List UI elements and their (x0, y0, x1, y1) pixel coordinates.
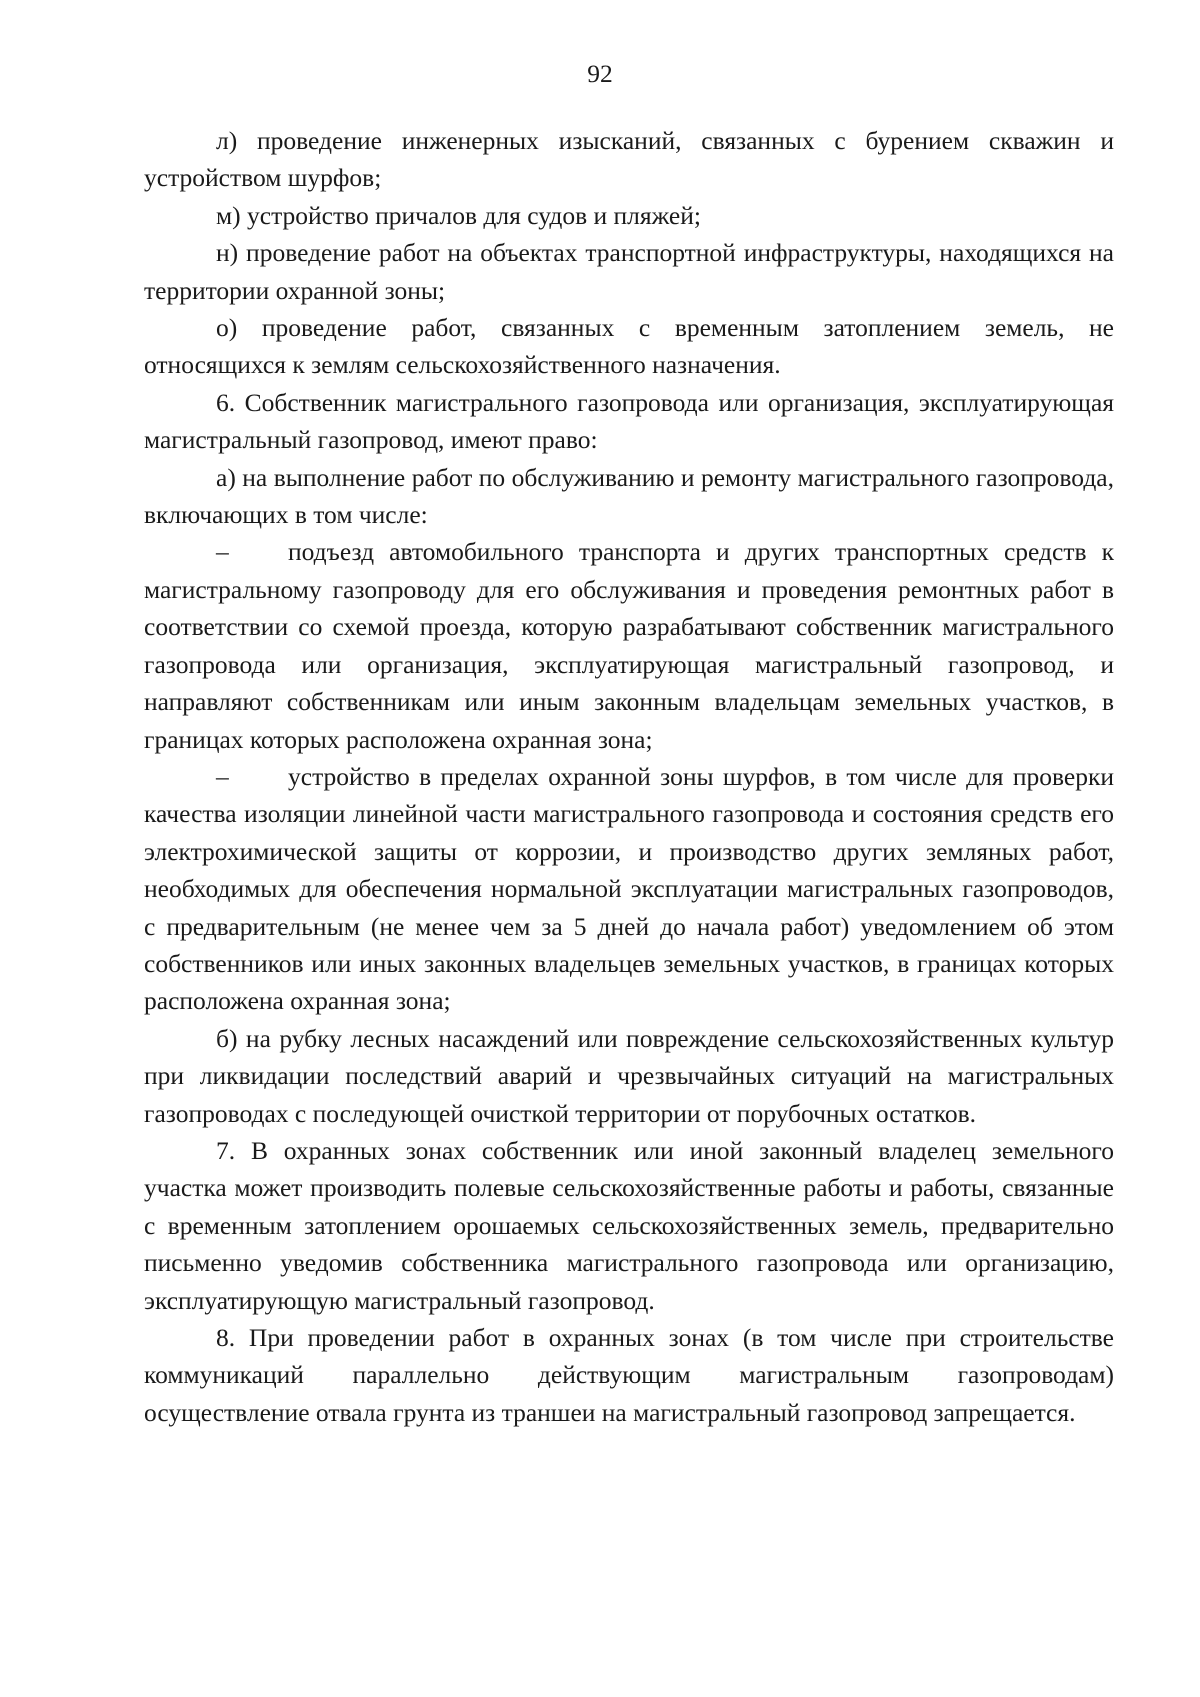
paragraph-n: н) проведение работ на объектах транспортной инфраструктуры, находящихся на территории охранной зоны; (144, 238, 1114, 305)
list-item-text: подъезд автомобильного транспорта и других транспортных средств к магистральному газопроводу для его обслуживания и проведения ремонтных работ в соответствии со схемой проезда, которую разрабатывают собственник магистрального газопровода или организация, эксплуатирующая магистральный газопровод, и направляют собственникам или иным законным владельцам земельных участков, в границах которых расположена охранная зона; (144, 537, 1114, 754)
paragraph-7: 7. В охранных зонах собственник или иной законный владелец земельного участка может производить полевые сельскохозяйственные работы и работы, связанные с временным затоплением орошаемых сельскохозяйственных земель, предварительно письменно уведомив собственника магистрального газопровода или организацию, эксплуатирующую магистральный газопровод. (144, 1135, 1114, 1315)
document-body (144, 122, 1114, 1431)
paragraph-6b: б) на рубку лесных насаждений или повреждение сельскохозяйственных культур при ликвидации последствий аварий и чрезвычайных ситуаций на магистральных газопроводах с последующей очисткой территории от порубочных остатков. (144, 1023, 1114, 1128)
page-number: 92 (587, 59, 613, 88)
paragraph-o: о) проведение работ, связанных с временным затоплением земель, не относящихся к землям сельскохозяйственного назначения. (144, 313, 1114, 380)
list-item-access-road (144, 533, 1114, 757)
list-item-text: устройство в пределах охранной зоны шурфов, в том числе для проверки качества изоляции линейной части магистрального газопровода и состояния средств его электрохимической защиты от коррозии, и производство других земляных работ, необходимых для обеспечения нормальной эксплуатации магистральных газопроводов, с предварительным (не менее чем за 5 дней до начала работ) уведомлением об этом собственников или иных законных владельцев земельных участков, в границах которых расположена охранная зона; (144, 761, 1114, 1016)
list-dash: – (216, 537, 229, 567)
list-dash: – (216, 761, 229, 791)
paragraph-6: 6. Собственник магистрального газопровода или организация, эксплуатирующая магистральный газопровод, имеют право: (144, 387, 1114, 455)
list-item-pits (144, 758, 1114, 1020)
paragraph-6a: а) на выполнение работ по обслуживанию и ремонту магистрального газопровода, включающих в том числе: (144, 462, 1114, 530)
paragraph-l: л) проведение инженерных изысканий, связанных с бурением скважин и устройством шурфов; (144, 126, 1114, 193)
paragraph-m: м) устройство причалов для судов и пляжей; (216, 200, 701, 230)
paragraph-8: 8. При проведении работ в охранных зонах (в том числе при строительстве коммуникаций параллельно действующим магистральным газопроводам) осуществление отвала грунта из траншеи на магистральный газопровод запрещается. (144, 1323, 1114, 1427)
